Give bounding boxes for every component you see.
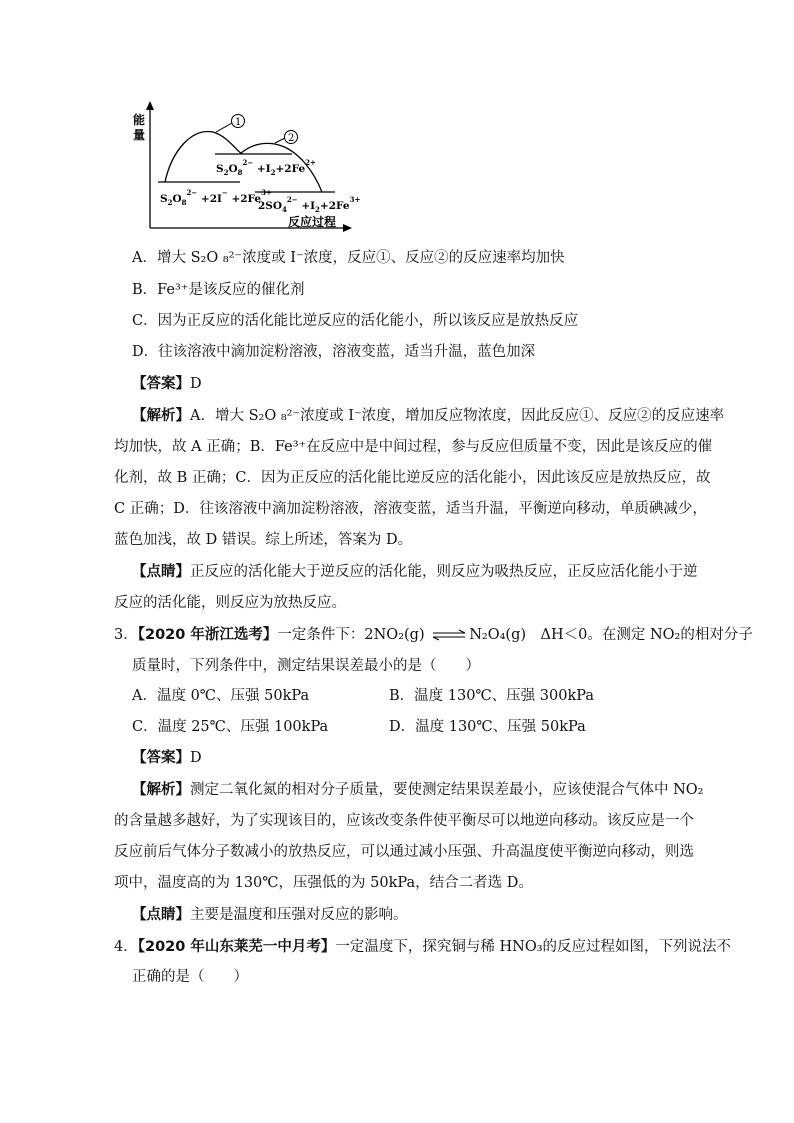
y-axis-arrow xyxy=(146,101,154,110)
y-label-char-1: 能 xyxy=(133,113,146,127)
y-label-char-2: 量 xyxy=(133,128,146,142)
question-source: 【2020 年山东莱芜一中月考】 xyxy=(137,939,336,955)
peak-2-label: 2 xyxy=(288,133,295,144)
analysis-text: 测定二氧化氮的相对分子质量，要使测定结果误差最小，应该使混合气体中 NO₂ xyxy=(190,782,704,798)
answer-tag: 【答案】 xyxy=(132,376,190,392)
q2-analysis-line-3: 化剂，故 B 正确；C．因为正反应的活化能比逆反应的活化能小，因此该反应是放热反应，故 xyxy=(114,470,711,486)
equilibrium-arrow-icon xyxy=(431,629,467,641)
stem-text: 一定温度下，探究铜与稀 HNO₃的反应过程如图，下列说法不 xyxy=(335,939,732,955)
q2-tip-line-2: 反应的活化能，则反应为放热反应。 xyxy=(114,595,346,611)
state-final-label: $2SO_4^{2-} +I_2+2Fe^{3+}$ xyxy=(258,195,361,214)
question-source: 【2020 年浙江选考】 xyxy=(137,627,278,643)
q2-answer xyxy=(132,374,202,394)
energy-diagram xyxy=(0,0,794,240)
q4-stem-line-2: 正确的是（ ） xyxy=(132,969,248,985)
state-intermediate-label: $S_2O_8^{2-} +I_2+2Fe^{2+}$ xyxy=(216,158,316,177)
q3-analysis-line-4: 项中，温度高的为 130℃，压强低的为 50kPa，结合二者选 D。 xyxy=(114,875,533,891)
analysis-tag: 【解析】 xyxy=(132,408,190,424)
tip-text: 正反应的活化能大于逆反应的活化能，则反应为吸热反应，正反应活化能小于逆 xyxy=(190,564,698,580)
x-axis-label: 反应过程 xyxy=(288,215,337,229)
q3-analysis-line-2: 的含量越多越好，为了实现该目的，应该改变条件使平衡尽可以地逆向移动。该反应是一个 xyxy=(114,813,694,829)
y-axis-label xyxy=(133,112,149,142)
answer-value: D xyxy=(190,750,202,766)
q2-option-c: C．因为正反应的活化能比逆反应的活化能小，所以该反应是放热反应 xyxy=(132,313,579,329)
q2-option-b: B．Fe³⁺是该反应的催化剂 xyxy=(132,282,305,298)
peak-2-pointer xyxy=(275,138,285,143)
q2-option-a: A．增大 S₂O ₈²⁻浓度或 I⁻浓度，反应①、反应②的反应速率均加快 xyxy=(132,250,565,266)
tip-text: 主要是温度和压强对反应的影响。 xyxy=(190,907,408,923)
q3-stem-line-2: 质量时，下列条件中，测定结果误差最小的是（ ） xyxy=(132,658,480,674)
answer-tag: 【答案】 xyxy=(132,750,190,766)
q2-tip-line-1 xyxy=(132,562,698,582)
tip-tag: 【点睛】 xyxy=(132,907,190,923)
stem-part-1: 一定条件下：2NO₂(g) xyxy=(277,627,425,643)
tip-tag: 【点睛】 xyxy=(132,564,190,580)
q2-analysis-line-5: 蓝色加浅，故 D 错误。综上所述，答案为 D。 xyxy=(114,532,413,548)
state-initial-label: $S_2O_8^{2-} +2I^- +2Fe^{3+}$ xyxy=(160,188,272,207)
q3-stem-line-1 xyxy=(114,625,753,645)
q2-option-d: D．往该溶液中滴加淀粉溶液，溶液变蓝，适当升温，蓝色加深 xyxy=(132,344,536,360)
q3-option-b: B．温度 130℃、压强 300kPa xyxy=(389,688,594,704)
q2-analysis-line-1 xyxy=(132,406,724,426)
q2-analysis-line-2: 均加快，故 A 正确；B．Fe³⁺在反应中是中间过程，参与反应但质量不变，因此是该反应的催 xyxy=(114,439,713,455)
q3-analysis-line-3: 反应前后气体分子数减小的放热反应，可以通过减小压强、升高温度使平衡逆向移动，则选 xyxy=(114,844,694,860)
x-axis-arrow xyxy=(343,224,352,232)
peak-1-pointer xyxy=(216,123,232,132)
analysis-text: A．增大 S₂O ₈²⁻浓度或 I⁻浓度，增加反应物浓度，因此反应①、反应②的反应速率 xyxy=(190,408,725,424)
q3-tip-line-1 xyxy=(132,905,408,925)
question-number: 3． xyxy=(114,627,138,643)
question-number: 4． xyxy=(114,939,138,955)
stem-part-2: N₂O₄(g) ΔH＜0。在测定 NO₂的相对分子 xyxy=(469,627,753,643)
q3-option-d: D．温度 130℃、压强 50kPa xyxy=(389,719,586,735)
q3-answer xyxy=(132,748,202,768)
q3-option-c: C．温度 25℃、压强 100kPa xyxy=(132,719,329,735)
analysis-tag: 【解析】 xyxy=(132,782,190,798)
q2-analysis-line-4: C 正确；D．往该溶液中滴加淀粉溶液，溶液变蓝，适当升温，平衡逆向移动，单质碘减少， xyxy=(114,501,707,517)
q3-option-a: A．温度 0℃、压强 50kPa xyxy=(132,688,310,704)
q4-stem-line-1 xyxy=(114,937,731,957)
q3-analysis-line-1 xyxy=(132,780,704,800)
peak-1-label: 1 xyxy=(235,117,242,128)
answer-value: D xyxy=(190,376,202,392)
